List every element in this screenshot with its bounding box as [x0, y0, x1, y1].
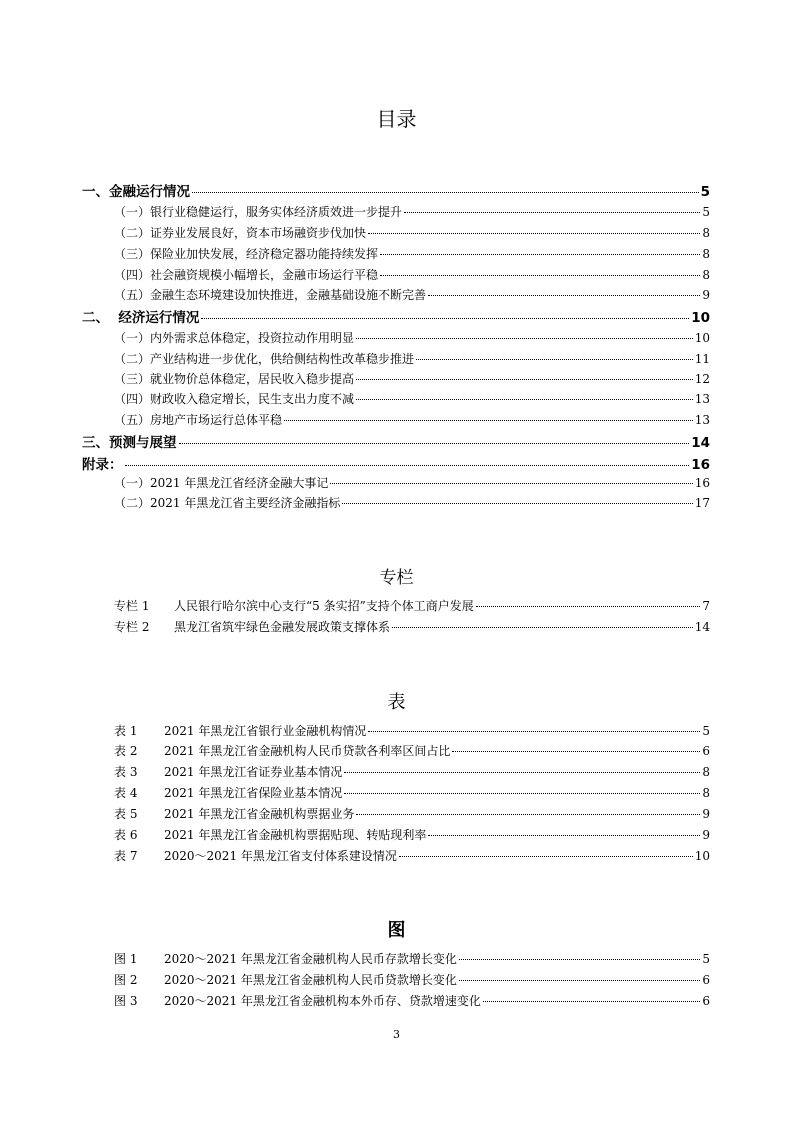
table-entry-page: 9	[702, 807, 710, 821]
table-entry[interactable]	[114, 763, 710, 780]
dot-leader	[330, 483, 692, 484]
toc-entry-label: 一、金融运行情况	[82, 184, 190, 200]
toc-entry-page: 13	[694, 392, 710, 406]
figure-entry-page: 5	[702, 952, 710, 966]
table-entry-title: 2021 年黑龙江省银行业金融机构情况	[164, 724, 367, 738]
page-number: 3	[393, 1028, 400, 1041]
dot-leader	[125, 465, 690, 466]
column-entry-page: 7	[702, 599, 710, 613]
column-entry[interactable]	[114, 618, 710, 635]
toc-entry-label: （四）财政收入稳定增长，民生支出力度不减	[114, 392, 355, 406]
table-entry-title: 2021 年黑龙江省金融机构人民币贷款各利率区间占比	[164, 744, 451, 758]
dot-leader	[201, 318, 689, 319]
table-entry-page: 6	[702, 744, 710, 758]
toc-entry-page: 5	[700, 184, 710, 200]
figure-entry-label	[114, 950, 457, 967]
column-entry-number: 专栏 2	[114, 620, 150, 634]
toc-entry[interactable]	[114, 245, 710, 262]
toc-entry-label: （二）证券业发展良好，资本市场融资步伐加快	[114, 226, 367, 240]
table-entry-label	[114, 826, 426, 843]
toc-entry[interactable]	[114, 370, 710, 387]
toc-entry[interactable]	[114, 224, 710, 241]
dot-leader	[459, 980, 700, 981]
toc-entry-label: （四）社会融资规模小幅增长，金融市场运行平稳	[114, 268, 379, 282]
figure-entry-title: 2020～2021 年黑龙江省金融机构本外币存、贷款增速变化	[164, 994, 481, 1008]
table-entry-title: 2021 年黑龙江省证券业基本情况	[164, 765, 343, 779]
toc-entry-label: （三）保险业加快发展，经济稳定器功能持续发挥	[114, 247, 379, 261]
toc-entry[interactable]	[114, 203, 710, 220]
dot-leader	[476, 606, 701, 607]
figure-entry-title: 2020～2021 年黑龙江省金融机构人民币存款增长变化	[164, 952, 457, 966]
toc-entry[interactable]	[114, 286, 710, 303]
dot-leader	[284, 420, 693, 421]
dot-leader	[356, 814, 700, 815]
dot-leader	[399, 856, 693, 857]
toc-entry-label: （二）产业结构进一步优化，供给侧结构性改革稳步推进	[114, 352, 415, 366]
toc-entry-label: （二）2021 年黑龙江省主要经济金融指标	[114, 496, 341, 510]
toc-entry-page: 12	[694, 372, 710, 386]
dot-leader	[356, 338, 693, 339]
table-entry-page: 8	[702, 786, 710, 800]
table-entry-page: 8	[702, 765, 710, 779]
dot-leader	[368, 731, 700, 732]
column-entry-number: 专栏 1	[114, 599, 150, 613]
dot-leader	[179, 443, 690, 444]
table-entry-page: 10	[694, 849, 710, 863]
table-entry-page: 9	[702, 828, 710, 842]
toc-entry-label: 附录：	[82, 457, 123, 473]
dot-leader	[459, 959, 700, 960]
column-entry-title: 黑龙江省筑牢绿色金融发展政策支撑体系	[174, 620, 391, 634]
table-entry-number: 表 4	[114, 786, 138, 800]
toc-heading: 目录	[376, 107, 417, 131]
toc-entry-page: 8	[702, 247, 710, 261]
column-entry[interactable]	[114, 597, 710, 614]
dot-leader	[483, 1001, 700, 1002]
figure-entry-page: 6	[702, 994, 710, 1008]
toc-entry-page: 14	[691, 435, 710, 451]
table-entry-label	[114, 742, 450, 759]
dot-leader	[368, 233, 700, 234]
figure-entry-number: 图 2	[114, 973, 138, 987]
columns-heading: 专栏	[379, 568, 414, 588]
figure-entry-number: 图 1	[114, 952, 138, 966]
column-entry-label	[114, 597, 474, 614]
table-entry-number: 表 2	[114, 744, 138, 758]
toc-entry[interactable]	[82, 431, 710, 451]
table-entry[interactable]	[114, 826, 710, 843]
toc-entry-label: 二、 经济运行情况	[82, 310, 200, 326]
figure-entry-page: 6	[702, 973, 710, 987]
toc-entry[interactable]	[82, 453, 710, 473]
dot-leader	[380, 275, 700, 276]
table-entry-label	[114, 805, 354, 822]
tables-heading: 表	[387, 692, 406, 713]
toc-entry-page: 9	[702, 288, 710, 302]
toc-entry-page: 10	[691, 310, 710, 326]
figure-entry-label	[114, 992, 481, 1009]
figures-heading: 图	[387, 920, 406, 941]
dot-leader	[344, 772, 700, 773]
toc-entry[interactable]	[114, 390, 710, 407]
table-entry-label	[114, 847, 397, 864]
table-entry-title: 2020～2021 年黑龙江省支付体系建设情况	[164, 849, 397, 863]
table-entry[interactable]	[114, 784, 710, 801]
dot-leader	[356, 399, 693, 400]
dot-leader	[380, 254, 700, 255]
toc-entry-page: 10	[694, 331, 710, 345]
dot-leader	[392, 627, 693, 628]
table-entry-number: 表 7	[114, 849, 138, 863]
toc-entry-label: 三、预测与展望	[82, 435, 177, 451]
table-entry-number: 表 6	[114, 828, 138, 842]
figure-entry-number: 图 3	[114, 994, 138, 1008]
table-entry-label	[114, 784, 342, 801]
toc-entry-label: （一）内外需求总体稳定，投资拉动作用明显	[114, 331, 355, 345]
toc-entry-page: 11	[694, 352, 710, 366]
table-entry[interactable]	[114, 805, 710, 822]
toc-entry-label: （一）2021 年黑龙江省经济金融大事记	[114, 476, 329, 490]
dot-leader	[344, 793, 700, 794]
toc-entry-label: （五）房地产市场运行总体平稳	[114, 413, 283, 427]
dot-leader	[404, 212, 700, 213]
table-entry-number: 表 3	[114, 765, 138, 779]
toc-entry[interactable]	[82, 180, 710, 200]
toc-entry-page: 16	[694, 476, 710, 490]
toc-entry[interactable]	[114, 329, 710, 346]
dot-leader	[342, 503, 692, 504]
table-entry[interactable]	[114, 742, 710, 759]
dot-leader	[356, 379, 693, 380]
table-entry-label	[114, 722, 366, 739]
toc-entry[interactable]	[114, 474, 710, 491]
table-entry[interactable]	[114, 847, 710, 864]
dot-leader	[428, 835, 700, 836]
table-entry-title: 2021 年黑龙江省金融机构票据业务	[164, 807, 355, 821]
toc-entry-page: 5	[702, 205, 710, 219]
toc-entry-page: 8	[702, 268, 710, 282]
toc-entry-page: 13	[694, 413, 710, 427]
table-entry-number: 表 5	[114, 807, 138, 821]
toc-entry[interactable]	[114, 494, 710, 511]
dot-leader	[428, 295, 700, 296]
table-entry-label	[114, 763, 342, 780]
dot-leader	[192, 192, 699, 193]
figure-entry[interactable]	[114, 992, 710, 1009]
column-entry-title: 人民银行哈尔滨中心支行“5 条实招”支持个体工商户发展	[174, 599, 474, 613]
table-entry-number: 表 1	[114, 724, 138, 738]
dot-leader	[452, 751, 700, 752]
table-entry-page: 5	[702, 724, 710, 738]
toc-entry-page: 17	[694, 496, 710, 510]
toc-entry-page: 8	[702, 226, 710, 240]
figure-entry[interactable]	[114, 950, 710, 967]
toc-entry[interactable]	[114, 411, 710, 428]
table-entry-title: 2021 年黑龙江省保险业基本情况	[164, 786, 343, 800]
table-entry-title: 2021 年黑龙江省金融机构票据贴现、转贴现利率	[164, 828, 427, 842]
toc-entry-page: 16	[691, 457, 710, 473]
toc-entry[interactable]	[114, 266, 710, 283]
toc-entry[interactable]	[82, 306, 710, 326]
toc-entry-label: （三）就业物价总体稳定，居民收入稳步提高	[114, 372, 355, 386]
figure-entry-title: 2020～2021 年黑龙江省金融机构人民币贷款增长变化	[164, 973, 457, 987]
figure-entry-label	[114, 971, 457, 988]
toc-entry-label: （一）银行业稳健运行，服务实体经济质效进一步提升	[114, 205, 403, 219]
figure-entry[interactable]	[114, 971, 710, 988]
dot-leader	[416, 359, 693, 360]
column-entry-label	[114, 618, 390, 635]
column-entry-page: 14	[694, 620, 710, 634]
toc-entry-label: （五）金融生态环境建设加快推进，金融基础设施不断完善	[114, 288, 427, 302]
toc-entry[interactable]	[114, 350, 710, 367]
table-entry[interactable]	[114, 722, 710, 739]
